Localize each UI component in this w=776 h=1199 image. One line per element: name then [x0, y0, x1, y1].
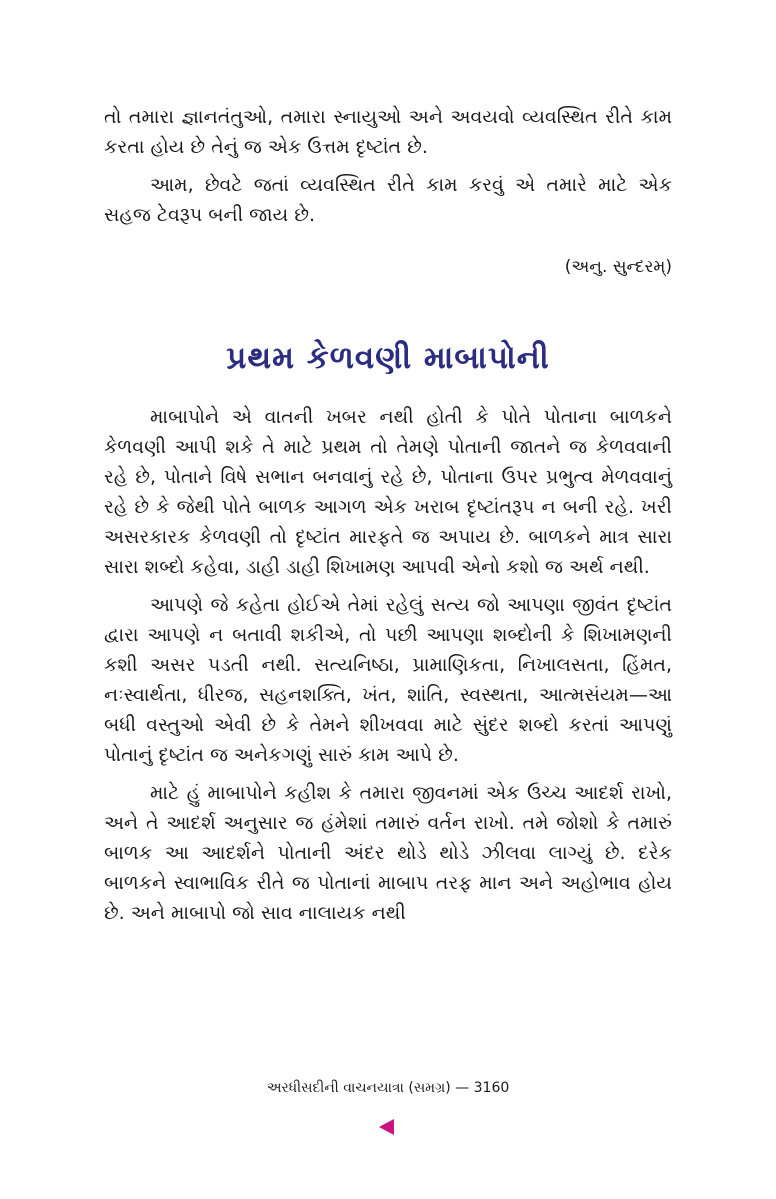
previous-page-arrow-icon[interactable]	[379, 1119, 394, 1135]
closing-paragraph: આમ, છેવટે જતાં વ્યવસ્થિત રીતે કામ કરવું એ તમારે માટે એક સહજ ટેવરૂપ બની જાય છે.	[104, 174, 672, 226]
article-paragraph-3: માટે હું માબાપોને કહીશ કે તમારા જીવનમાં એક ઉચ્ચ આદર્શ રાખો, અને તે આદર્શ અનુસાર જ હંમેશાં તમારું વર્તન રાખો. તમે જોશો કે તમારું બાળક આ આદર્શને પોતાની અંદર થોડે થોડે ઝીલવા લાગ્યું છે. દરેક બાળકને સ્વાભાવિક રીતે જ પોતાનાં માબાપ તરફ માન અને અહોભાવ હોય છે. અને માબાપો જો સાવ નાલાયક નથી	[104, 782, 672, 924]
translator-attribution: (અનુ. સુન્દરમ્)	[564, 257, 672, 277]
top-section	[104, 102, 672, 238]
article-paragraph-2: આપણે જે કહેતા હોઈએ તેમાં રહેલું સત્ય જો આપણા જીવંત દૃષ્ટાંત દ્વારા આપણે ન બતાવી શકીએ, તો પછી આપણા શબ્દોની કે શિખામણની કશી અસર પડતી નથી. સત્યનિષ્ઠા, પ્રામાણિકતા, નિખાલસતા, હિંમત, નઃસ્વાર્થતા, ધીરજ, સહનશક્તિ, ખંત, શાંતિ, સ્વસ્થતા, આત્મસંયમ—આ બધી વસ્તુઓ એવી છે કે તેમને શીખવવા માટે સુંદર શબ્દો કરતાં આપણું પોતાનું દૃષ્ટાંત જ અનેકગણું સારું કામ આપે છે.	[104, 594, 672, 766]
article-title: પ્રથમ કેળવણી માબાપોની	[226, 340, 550, 376]
page-footer: અરધીસદીની વાચનયાત્રા (સમગ્ર) — 3160	[266, 1080, 510, 1096]
article-paragraph-1: માબાપોને એ વાતની ખબર નથી હોતી કે પોતે પોતાના બાળકને કેળવણી આપી શકે તે માટે પ્રથમ તો તેમણે પોતાની જાતને જ કેળવવાની રહે છે, પોતાને વિષે સભાન બનવાનું રહે છે, પોતાના ઉપર પ્રભુત્વ મેળવવાનું રહે છે કે જેથી પોતે બાળક આગળ એક ખરાબ દૃષ્ટાંતરૂપ ન બની રહે. ખરી અસરકારક કેળવણી તો દૃષ્ટાંત મારફતે જ અપાય છે. બાળકને માત્ર સારા સારા શબ્દો કહેવા, ડાહી ડાહી શિખામણ આપવી એનો કશો જ અર્થ નથી.	[104, 406, 672, 578]
article-body	[104, 402, 672, 936]
continued-paragraph: તો તમારા જ્ઞાનતંતુઓ, તમારા સ્નાયુઓ અને અવયવો વ્યવસ્થિત રીતે કામ કરતા હોય છે તેનું જ એક ઉત્તમ દૃષ્ટાંત છે.	[104, 106, 672, 158]
